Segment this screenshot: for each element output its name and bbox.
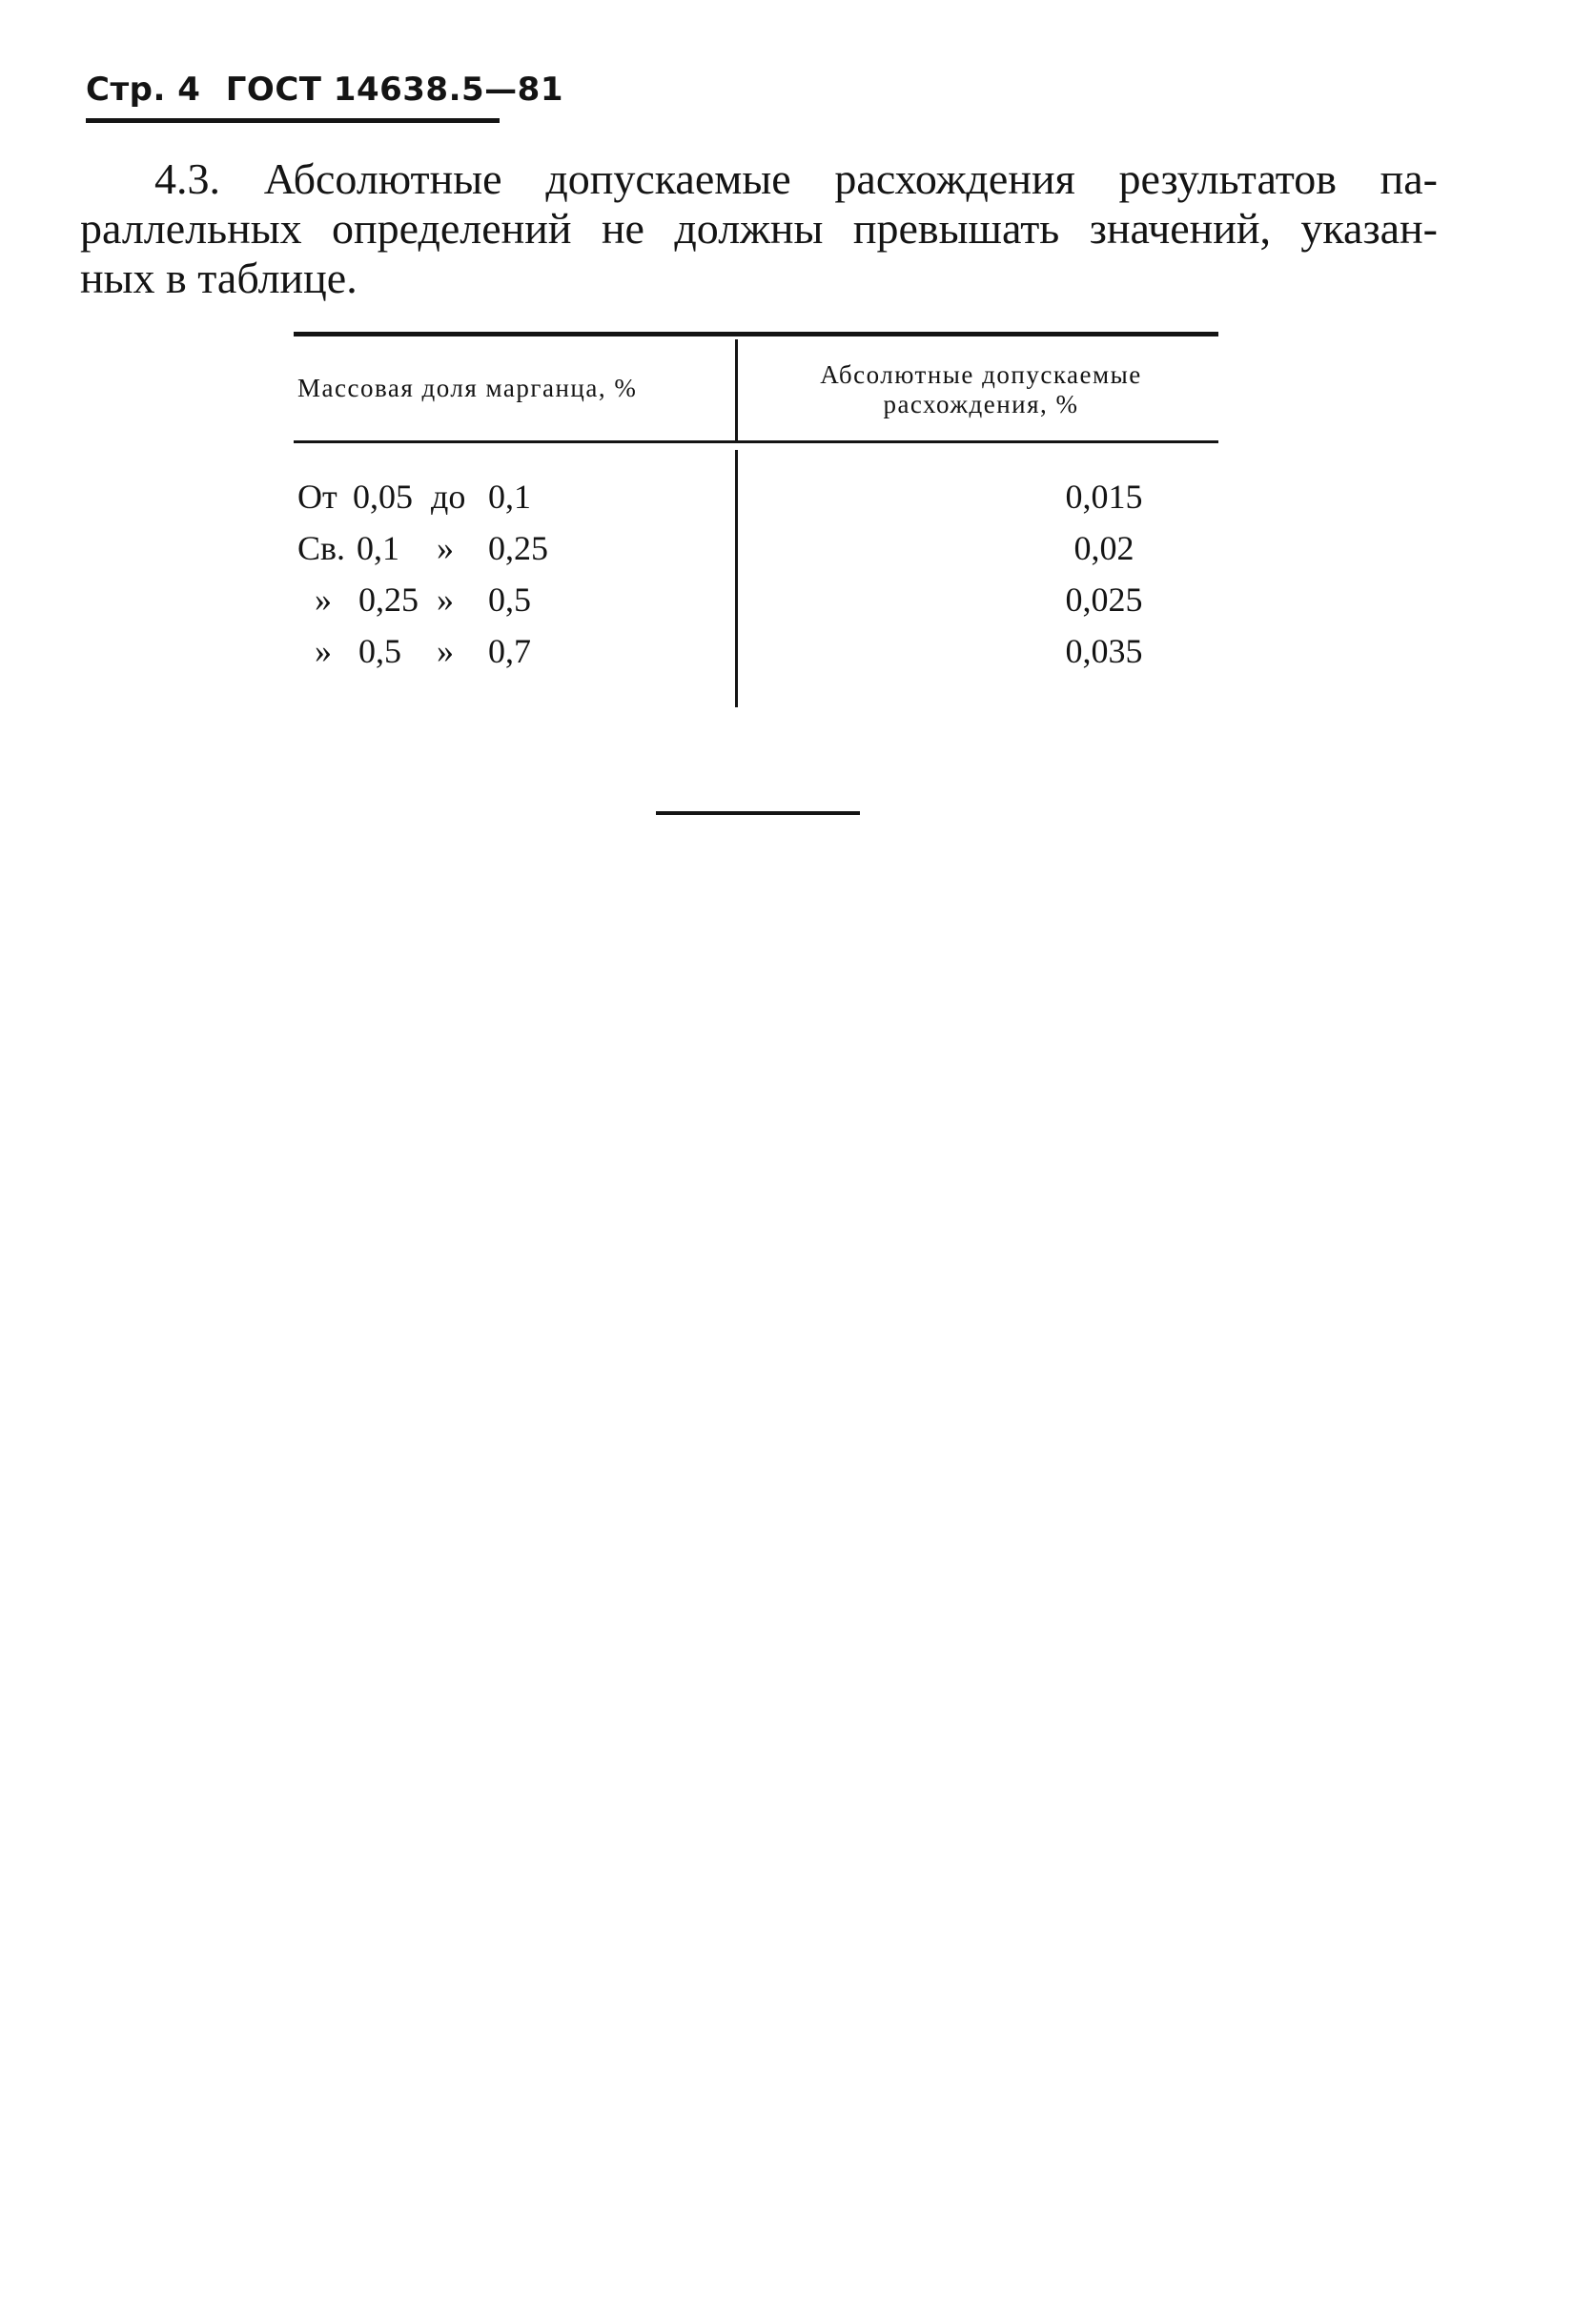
range-separator: до <box>431 478 466 516</box>
tolerance-table <box>294 332 1218 707</box>
range-from: 0,5 <box>358 632 401 670</box>
range-prefix: Св. <box>297 529 346 567</box>
range-cell <box>297 574 726 625</box>
range-cell <box>297 522 726 574</box>
table-row <box>294 522 1218 574</box>
range-from: 0,05 <box>353 478 413 516</box>
column-header-line: Абсолютные допускаемые <box>820 360 1142 389</box>
range-from: 0,1 <box>357 529 399 567</box>
range-from: 0,25 <box>358 581 419 619</box>
table-header-rule <box>294 440 1218 443</box>
tolerance-value: 0,015 <box>1065 478 1143 516</box>
standard-number: ГОСТ 14638.5—81 <box>225 71 563 109</box>
page-number: Стр. 4 <box>86 71 201 109</box>
paragraph-line: раллельных определений не должны превышать значений, указан- <box>80 204 1438 253</box>
range-prefix: От <box>297 478 337 516</box>
range-cell <box>297 471 726 522</box>
table-row <box>294 625 1218 677</box>
range-prefix: » <box>315 632 332 670</box>
tolerance-value: 0,02 <box>1073 529 1135 567</box>
table-top-rule <box>294 332 1218 336</box>
header-underline <box>86 118 500 123</box>
range-to: 0,5 <box>488 581 531 619</box>
range-prefix: » <box>315 581 332 619</box>
paragraph-line: ных в таблице. <box>80 254 358 302</box>
page-header <box>86 71 577 109</box>
column-header-manganese: Массовая доля марганца, % <box>297 374 638 402</box>
column-header-line: расхождения, % <box>883 390 1079 418</box>
table-row <box>294 574 1218 625</box>
table-column-divider <box>735 339 738 440</box>
end-of-text-rule <box>656 811 860 815</box>
range-to: 0,7 <box>488 632 531 670</box>
tolerance-value: 0,025 <box>1065 581 1143 619</box>
column-header-tolerance <box>747 360 1215 419</box>
range-separator: » <box>437 529 454 567</box>
paragraph-line: 4.3. Абсолютные допускаемые расхождения результатов па- <box>154 154 1438 203</box>
tolerance-value: 0,035 <box>1065 632 1143 670</box>
range-cell <box>297 625 726 677</box>
range-to: 0,1 <box>488 478 531 516</box>
range-separator: » <box>437 581 454 619</box>
range-to: 0,25 <box>488 529 548 567</box>
range-separator: » <box>437 632 454 670</box>
table-row <box>294 471 1218 522</box>
clause-4-3 <box>80 154 1438 303</box>
